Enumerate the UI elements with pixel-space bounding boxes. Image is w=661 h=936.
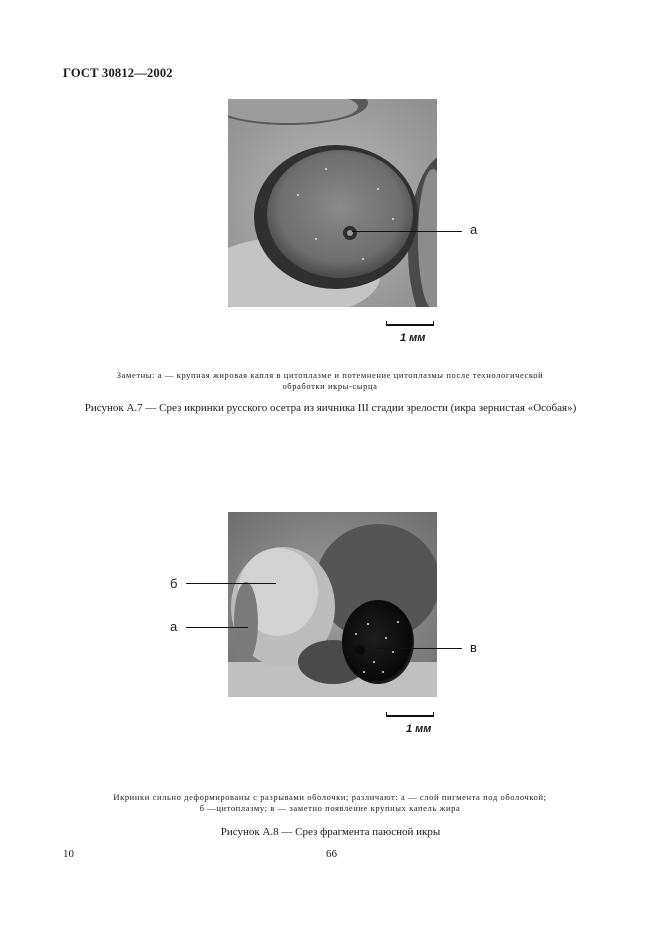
- callout-b-leader-line: [186, 583, 276, 584]
- callout-a-leader-line: [352, 231, 462, 232]
- figure-a8-caption: Рисунок А.8 — Срез фрагмента паюсной икры: [220, 826, 441, 838]
- note-line: Икринки сильно деформированы с разрывами оболочки; различают: а — слой пигмента под оболочкой;: [113, 792, 547, 802]
- callout-v-leader-line: [376, 648, 462, 649]
- egg-section-image: [228, 99, 437, 307]
- note-line: б —цитоплазму; в — заметно появление крупных капель жира: [199, 803, 461, 813]
- figure-a7-note: [70, 370, 590, 392]
- figure-a7-micrograph: [228, 99, 437, 307]
- figure-a8-note: [70, 792, 590, 814]
- scale-label: 1 мм: [400, 332, 426, 344]
- figure-a8-micrograph: [228, 512, 437, 697]
- scale-bar: [386, 324, 434, 326]
- note-line: обработки икры-сырца: [282, 381, 378, 391]
- scale-bar: [386, 715, 434, 717]
- page-number-left: 10: [63, 848, 74, 860]
- page-number-center: 66: [326, 848, 337, 860]
- callout-a-leader-line: [186, 627, 248, 628]
- callout-a-label: а: [470, 222, 478, 237]
- callout-a-label: а: [170, 619, 178, 634]
- document-header: ГОСТ 30812—2002: [63, 66, 173, 80]
- figure-a7-caption: Рисунок А.7 — Срез икринки русского осетра из яичника III стадии зрелости (икра зернистая «Особая»): [84, 402, 577, 414]
- callout-b-label: б: [170, 576, 178, 591]
- callout-v-label: в: [470, 640, 477, 655]
- note-line: Заметны: а — крупная жировая капля в цитоплазме и потемнение цитоплазмы после технологической: [116, 370, 544, 380]
- caviar-fragment-image: [228, 512, 437, 697]
- scale-label: 1 мм: [406, 723, 432, 735]
